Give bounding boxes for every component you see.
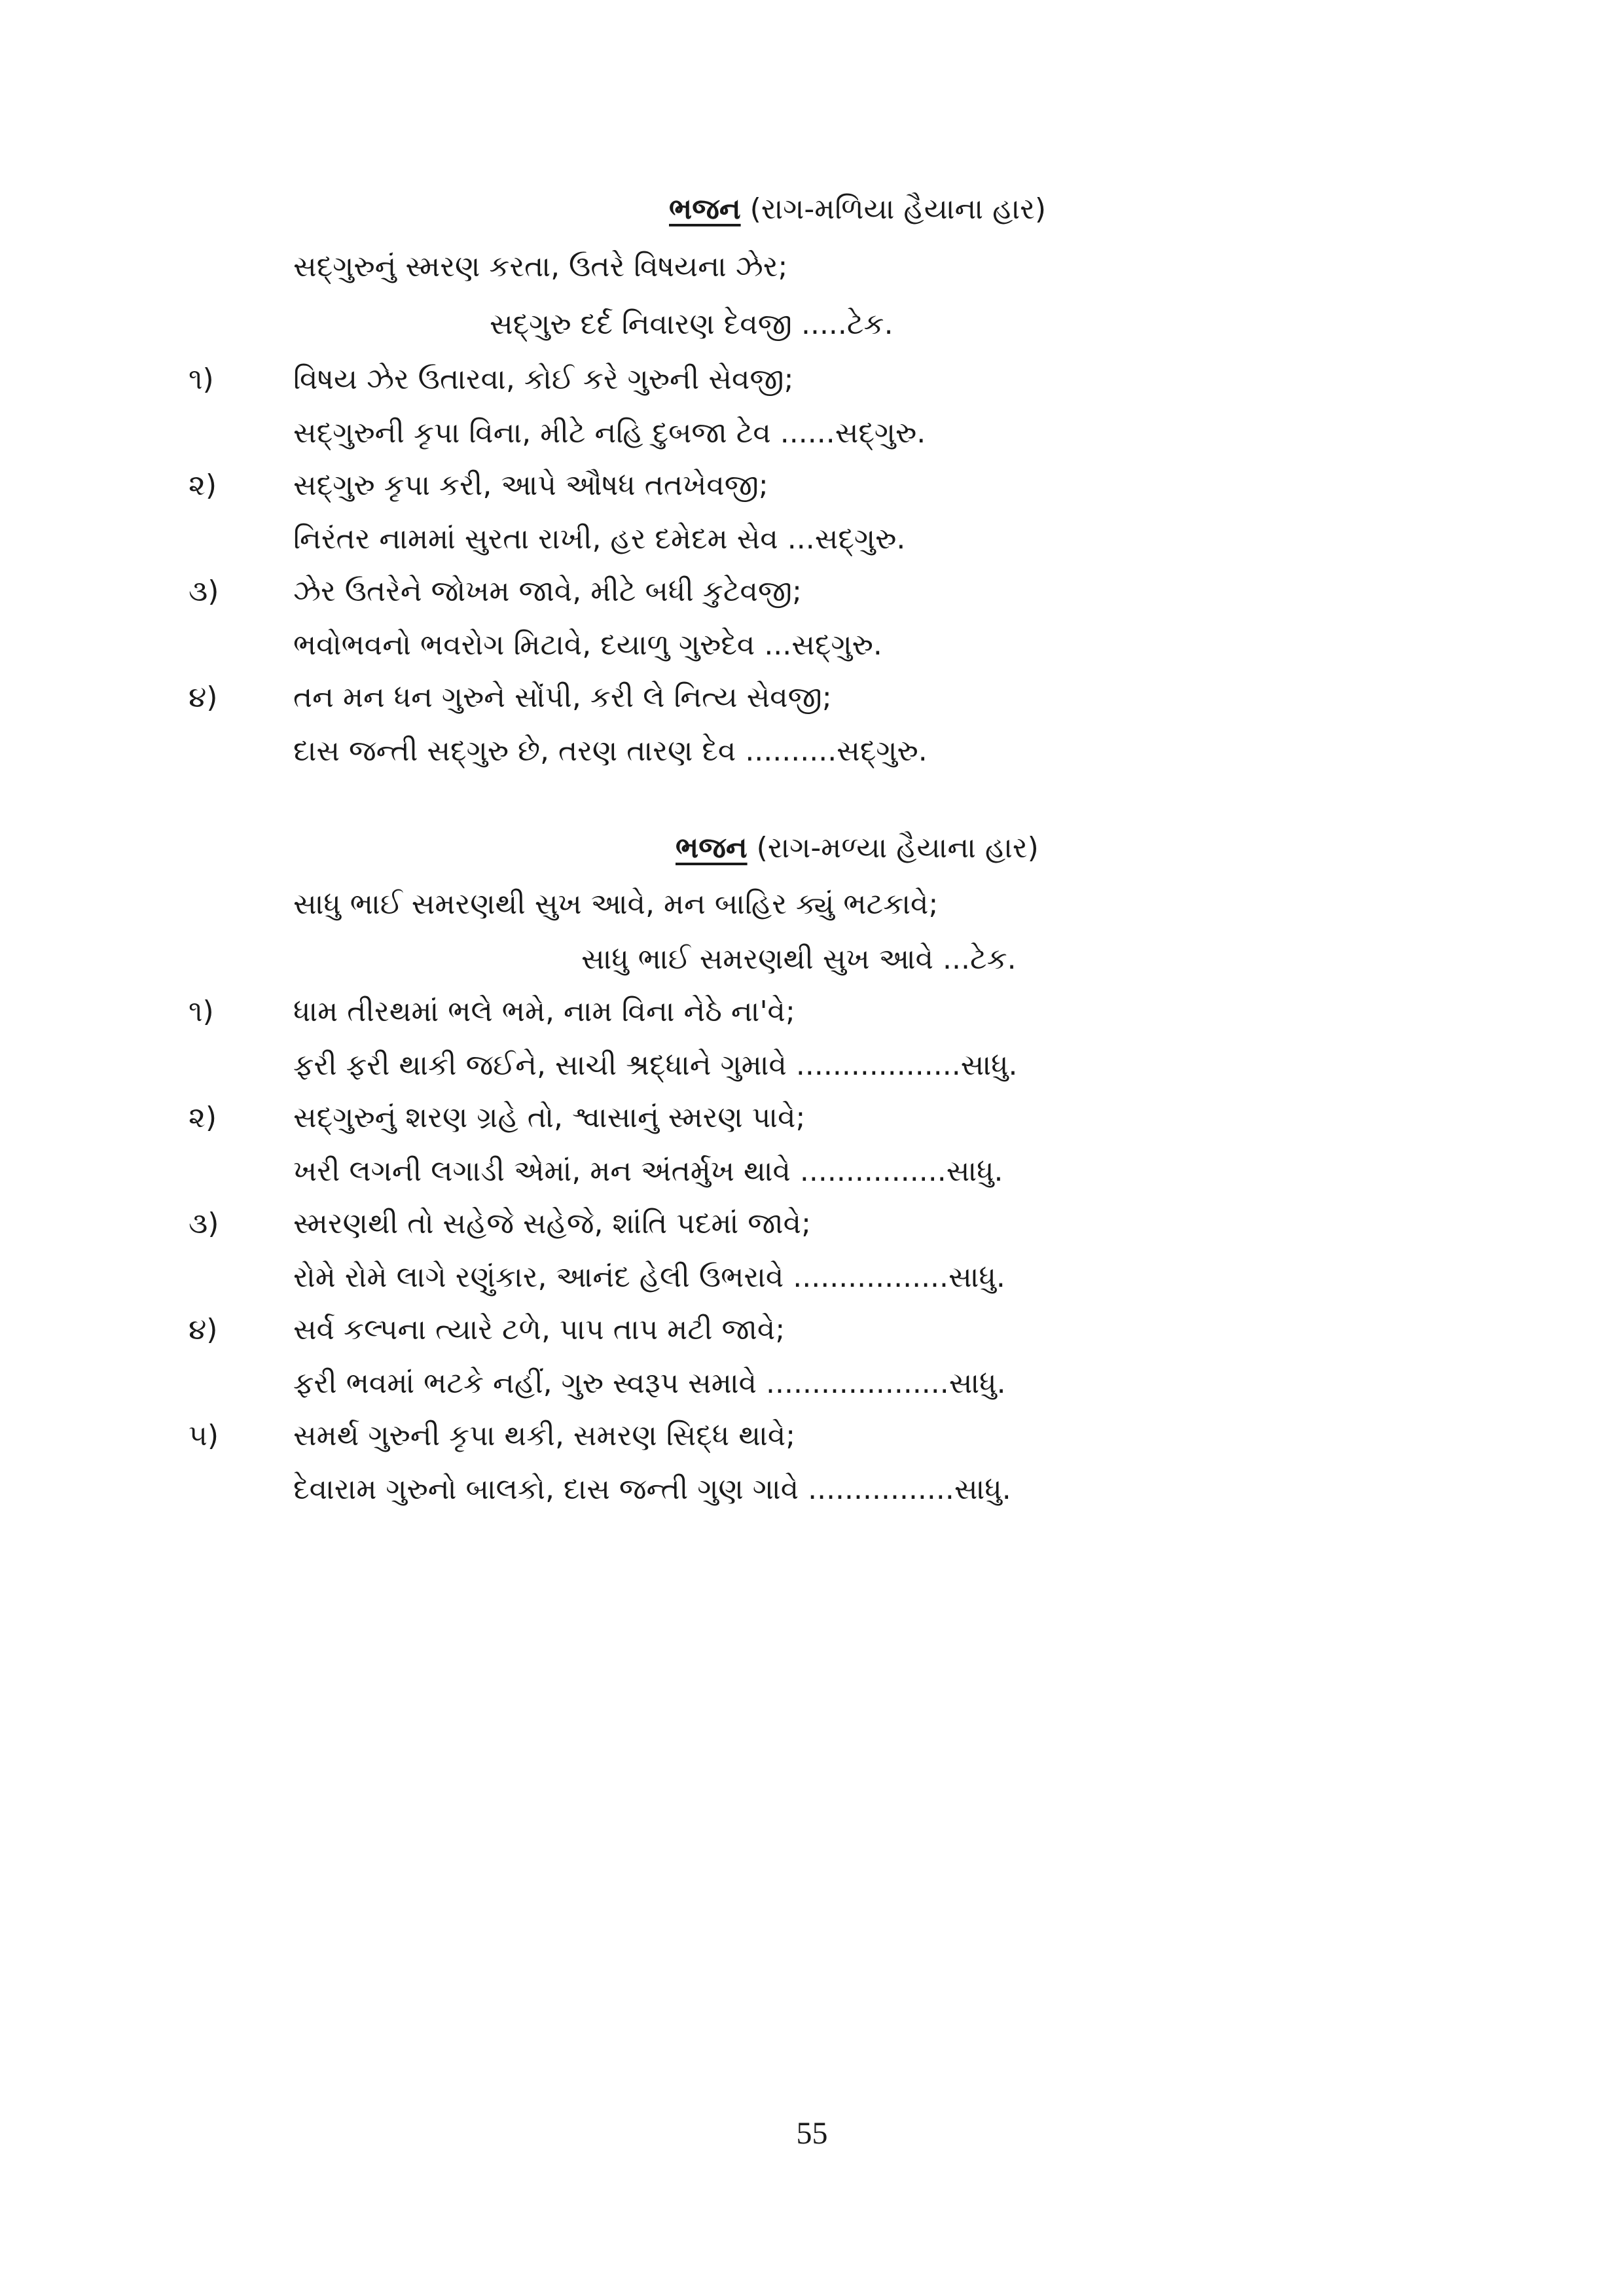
bhajan-2-intro-line-2: સાધુ ભાઈ સમરણથી સુખ આવે ...ટેક.: [581, 942, 1017, 976]
verse-line-1: તન મન ધન ગુરુને સોંપી, કરી લે નિત્ય સેવજી;: [293, 681, 832, 714]
verse-line-2: ફરી ભવમાં ભટકે નહીં, ગુરુ સ્વરૂપ સમાવે ....................સાધુ.: [293, 1367, 1006, 1400]
verse-number: ૨): [189, 469, 217, 502]
bhajan-1-intro-line-1: સદ્‌ગુરુનું સ્મરણ કરતા, ઉતરે વિષયના ઝેર;: [293, 250, 788, 283]
verse-line-1: ઝેર ઉતરેને જોખમ જાવે, મીટે બધી કુટેવજી;: [293, 575, 802, 608]
bhajan-2-title: [676, 829, 1039, 868]
verse-line-1: સદ્‌ગુરુ કૃપા કરી, આપે ઔષધ તતખેવજી;: [293, 469, 768, 502]
verse-number: ૪): [189, 1313, 218, 1346]
verse-line-1: સર્વ કલ્પના ત્યારે ટળે, પાપ તાપ મટી જાવે;: [293, 1313, 785, 1346]
bhajan-1-heading-word: ભજન: [669, 192, 741, 226]
verse-number: ૧): [189, 363, 214, 396]
bhajan-1-title: [669, 190, 1046, 229]
verse-line-1: ધામ તીરથમાં ભલે ભમે, નામ વિના નેઠે ના'વે;: [293, 995, 795, 1028]
verse-number: ૧): [189, 995, 214, 1028]
bhajan-1-heading-raag: (રાગ-મળિયા હૈયાના હાર): [749, 192, 1047, 226]
verse-line-1: સમર્થ ગુરુની કૃપા થકી, સમરણ સિદ્ધ થાવે;: [293, 1419, 796, 1452]
bhajan-1-intro-line-2: સદ્‌ગુરુ દર્દ નિવારણ દેવજી .....ટેક.: [490, 308, 893, 341]
verse-line-1: સ્મરણથી તો સહેજે સહેજે, શાંતિ પદમાં જાવે;: [293, 1207, 811, 1240]
bhajan-2-heading-word: ભજન: [676, 831, 748, 865]
verse-line-2: ભવોભવનો ભવરોગ મિટાવે, દયાળુ ગુરુદેવ ...સદ્‌ગુરુ.: [293, 628, 882, 662]
verse-number: ૩): [189, 575, 219, 608]
page-number: 55: [796, 2116, 828, 2151]
bhajan-2-intro-line-1: સાધુ ભાઈ સમરણથી સુખ આવે, મન બાહિર ક્યું ભટકાવે;: [293, 888, 939, 921]
verse-line-2: ફરી ફરી થાકી જઈને, સાચી શ્રદ્ધાને ગુમાવે ..................સાધુ.: [293, 1049, 1018, 1082]
verse-line-2: ખરી લગની લગાડી એમાં, મન અંતર્મુખ થાવે ................સાધુ.: [293, 1155, 1003, 1188]
verse-line-1: વિષય ઝેર ઉતારવા, કોઈ કરે ગુરુની સેવજી;: [293, 363, 794, 396]
verse-number: ૫): [189, 1419, 219, 1452]
verse-number: ૩): [189, 1207, 219, 1240]
verse-line-2: રોમે રોમે લાગે રણુંકાર, આનંદ હેલી ઉભરાવે .................સાધુ.: [293, 1261, 1005, 1294]
verse-line-2: દેવારામ ગુરુનો બાલકો, દાસ જન્તી ગુણ ગાવે ................સાધુ.: [293, 1473, 1011, 1506]
verse-line-1: સદ્‌ગુરુનું શરણ ગ્રહે તો, શ્વાસાનું સ્મરણ પાવે;: [293, 1101, 806, 1134]
verse-line-2: નિરંતર નામમાં સુરતા રાખી, હર દમેદમ સેવ ...સદ્‌ગુરુ.: [293, 522, 906, 556]
verse-number: ૪): [189, 681, 218, 714]
verse-line-2: સદ્‌ગુરુની કૃપા વિના, મીટે નહિ દુબજા ટેવ ......સદ્‌ગુરુ.: [293, 416, 926, 450]
verse-line-2: દાસ જન્તી સદ્‌ગુરુ છે, તરણ તારણ દેવ ..........સદ્‌ગુરુ.: [293, 734, 928, 768]
bhajan-2-heading-raag: (રાગ-મળ્યા હૈયાના હાર): [756, 831, 1039, 865]
verse-number: ૨): [189, 1101, 217, 1134]
